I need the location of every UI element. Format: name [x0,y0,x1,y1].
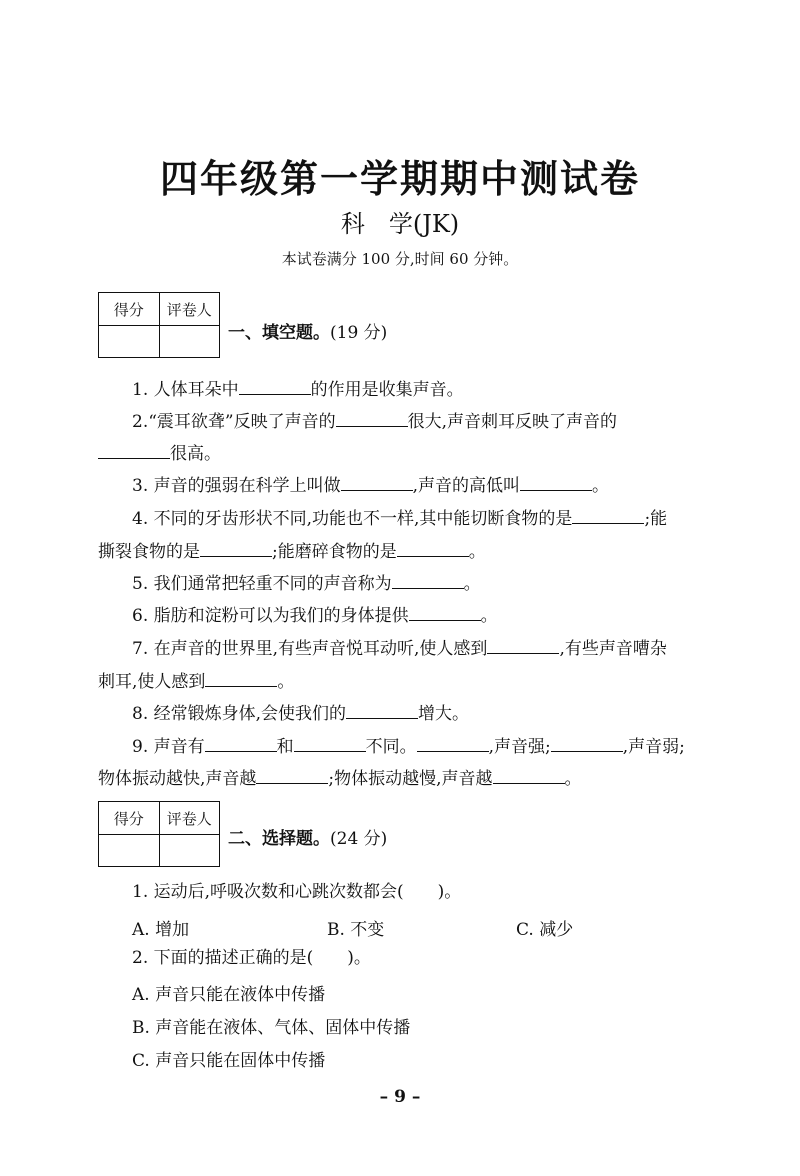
answer-blank[interactable] [397,540,469,557]
question-1-1: 1. 人体耳朵中 的作用是收集声音。 [132,380,464,400]
answer-blank[interactable] [520,474,592,491]
question-1-2: 2.“震耳欲聋”反映了声音的 很大,声音刺耳反映了声音的 [132,412,618,432]
score-label: 得分 [113,300,144,319]
answer-blank[interactable] [572,507,644,524]
answer-blank[interactable] [336,410,408,427]
question-1-3: 3. 声音的强弱在科学上叫做 ,声音的高低叫 。 [132,476,610,496]
score-box-section-2 [98,801,220,867]
question-1-7-cont: 刺耳,使人感到 。 [98,672,295,692]
score-cell[interactable] [99,835,159,867]
score-cell[interactable] [99,326,159,358]
answer-blank[interactable] [294,735,366,752]
question-1-6: 6. 脂肪和淀粉可以为我们的身体提供 。 [132,606,498,626]
answer-blank[interactable] [205,670,277,687]
grader-cell[interactable] [159,326,220,358]
answer-blank[interactable] [487,637,559,654]
answer-blank[interactable] [239,378,311,395]
question-1-4: 4. 不同的牙齿形状不同,功能也不一样,其中能切断食物的是 ;能 [132,509,668,529]
option-a[interactable]: A. 声音只能在液体中传播 [132,985,326,1005]
answer-blank[interactable] [200,540,272,557]
question-1-8: 8. 经常锻炼身体,会使我们的 增大。 [132,704,470,724]
option-c[interactable]: C. 减少 [516,920,574,940]
question-2-2: 2. 下面的描述正确的是( )。 [132,948,371,968]
answer-blank[interactable] [551,735,623,752]
answer-blank[interactable] [392,572,464,589]
question-1-5: 5. 我们通常把轻重不同的声音称为 。 [132,574,481,594]
question-1-2-cont: 很高。 [98,442,738,464]
page-title: 四年级第一学期期中测试卷 [159,156,640,201]
grader-cell[interactable] [159,835,220,867]
answer-blank[interactable] [409,604,481,621]
answer-blank[interactable] [417,735,489,752]
question-1-7: 7. 在声音的世界里,有些声音悦耳动听,使人感到 ,有些声音嘈杂 [132,639,667,659]
question-1-4-cont: 撕裂食物的是 ;能磨碎食物的是 。 [98,542,486,562]
page-number: – 9 – [379,1087,421,1107]
answer-blank[interactable] [98,442,170,459]
section-1-heading: 一、填空题。(19 分) [228,323,388,343]
grader-label: 评卷人 [159,802,220,834]
answer-blank[interactable] [256,767,328,784]
option-a[interactable]: A. 增加 [132,920,190,940]
option-b[interactable]: B. 不变 [327,920,385,940]
answer-blank[interactable] [205,735,277,752]
score-box-section-1 [98,292,220,358]
question-2-1: 1. 运动后,呼吸次数和心跳次数都会( )。 [132,882,462,902]
option-c[interactable]: C. 声音只能在固体中传播 [132,1051,326,1071]
answer-blank[interactable] [493,767,565,784]
grader-label: 评卷人 [159,293,220,325]
score-label: 得分 [113,809,144,828]
answer-blank[interactable] [346,702,418,719]
question-1-9: 9. 声音有 和 不同。 ,声音强; ,声音弱; [132,737,685,757]
option-b[interactable]: B. 声音能在液体、气体、固体中传播 [132,1018,411,1038]
exam-note: 本试卷满分 100 分,时间 60 分钟。 [281,250,519,268]
question-1-9-cont: 物体振动越快,声音越 ;物体振动越慢,声音越 。 [98,769,582,789]
answer-blank[interactable] [341,474,413,491]
subject-subtitle: 科 学(JK) [340,210,460,238]
section-2-heading: 二、选择题。(24 分) [228,829,388,849]
